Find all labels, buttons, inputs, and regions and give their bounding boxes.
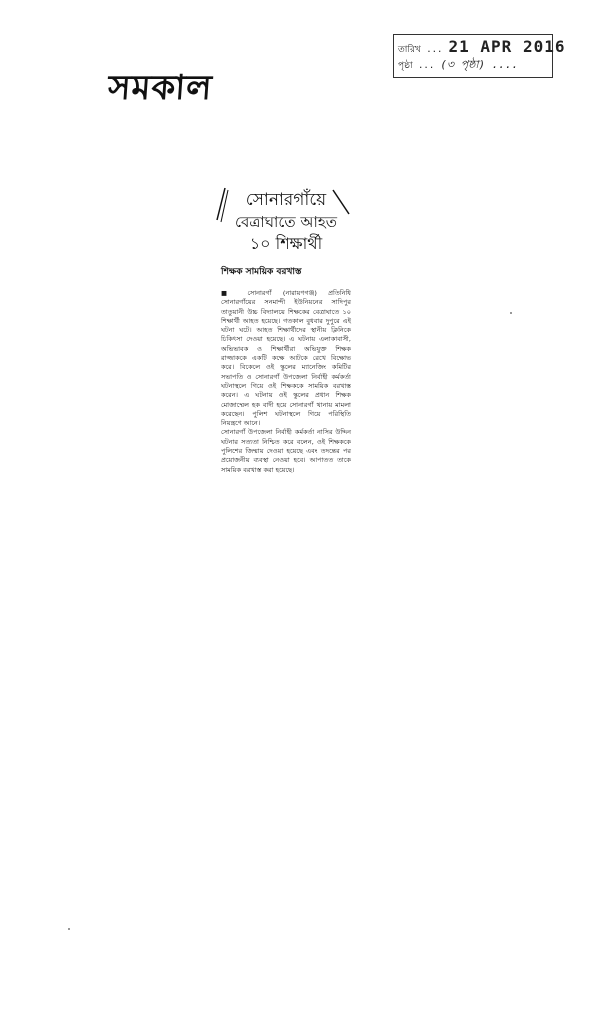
- article-body: [221, 289, 351, 475]
- news-clipping: [221, 190, 351, 475]
- headline-bracket-marks: [215, 186, 355, 226]
- stamp-date-label: তারিখ ...: [398, 45, 443, 55]
- stamp-page-label: পৃষ্ঠা ...: [398, 61, 435, 71]
- headline-line-2: বেত্রাঘাতে আহত: [234, 213, 338, 232]
- scan-speck: [68, 928, 70, 930]
- stamp-date-value: 21 APR 2016: [448, 37, 566, 56]
- article-headline: [221, 190, 351, 254]
- article-subhead: শিক্ষক সাময়িক বরখাস্ত: [221, 267, 302, 277]
- stamp-page-row: [398, 56, 548, 74]
- scan-speck: [510, 312, 512, 314]
- headline-line-3: ১০ শিক্ষার্থী: [249, 234, 323, 253]
- date-stamp: [393, 34, 566, 78]
- headline-line-1: সোনারগাঁয়ে: [245, 190, 327, 210]
- stamp-page-value: (৩ পৃষ্ঠা) ....: [440, 58, 519, 71]
- stamp-date-row: [398, 37, 566, 56]
- article-paragraph-1: ■ সোনারগাঁ (নারায়ণগঞ্জ) প্রতিনিধি সোনারগাঁয়ের সনমান্দী ইউনিয়নের সাদিপুর তাতুয়ানী উচ্চ বিদ্যালয়ে শিক্ষকের বেত্রাঘাতে ১০ শিক্ষার্থী আহত হয়েছে। গতকাল বুধবার দুপুরে এই ঘটনা ঘটে। আহত শিক্ষার্থীদের স্থানীয় ক্লিনিকে চিকিৎসা দেওয়া হয়েছে। এ ঘটনায় এলাকাবাসী, অভিভাবক ও শিক্ষার্থীরা অভিযুক্ত শিক্ষক রাজ্জাককে একটি কক্ষে আটকে রেখে বিক্ষোভ করে। বিকেলে ওই স্কুলের ম্যানেজিং কমিটির সভাপতি ও সোনারগাঁ উপজেলা নির্বাহী কর্মকর্তা ঘটনাস্থলে গিয়ে ওই শিক্ষককে সাময়িক বরখাস্ত করেন। এ ঘটনায় ওই স্কুলের প্রধান শিক্ষক মোজাম্মেল হক বাদী হয়ে সোনারগাঁ থানায় মামলা করেছেন। পুলিশ ঘটনাস্থলে গিয়ে পরিস্থিতি নিয়ন্ত্রণে আনে।: [221, 289, 351, 428]
- newspaper-masthead: সমকাল: [106, 68, 214, 108]
- article-paragraph-2: সোনারগাঁ উপজেলা নির্বাহী কর্মকর্তা নাসির উদ্দিন ঘটনার সত্যতা নিশ্চিত করে বলেন, ওই শিক্ষককে পুলিশের জিম্মায় দেওয়া হয়েছে এবং তদন্তের পর প্রয়োজনীয় ব্যবস্থা নেওয়া হবে। আপাতত তাকে সাময়িক বরখাস্ত করা হয়েছে।: [221, 428, 351, 474]
